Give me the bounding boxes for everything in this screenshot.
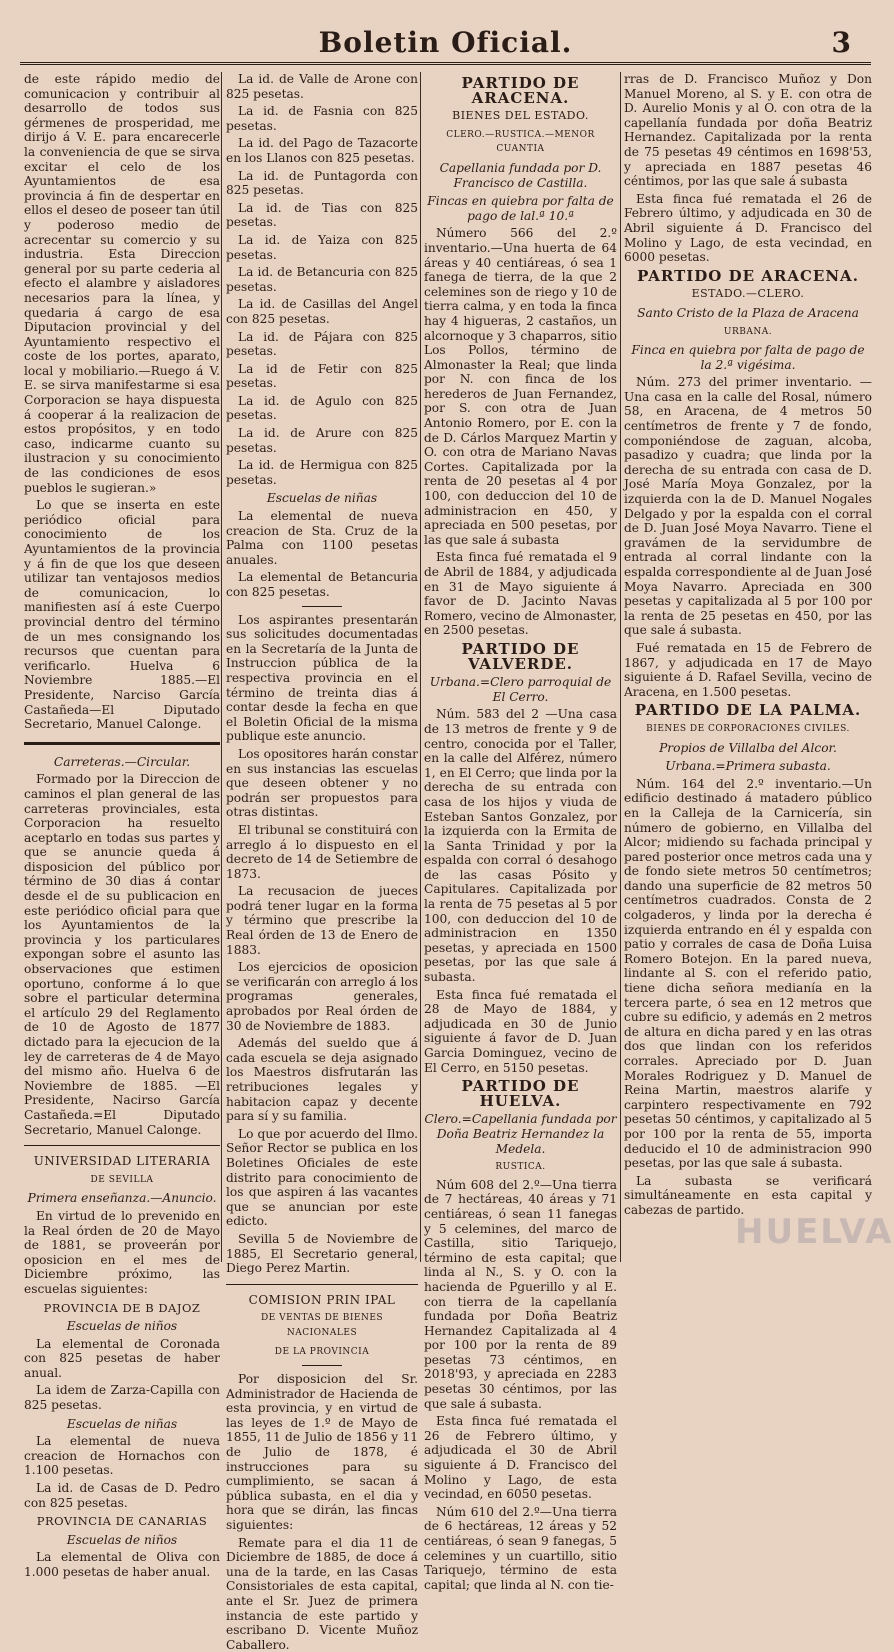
paragraph: Esta finca fué rematada el 28 de Mayo de 1884, y adjudicada en 30 de Junio siguiente á favor de D. Juan Garcia Dominguez, vecino de El Cerro, en 5150 pesetas. bbox=[424, 987, 617, 1075]
section-rule bbox=[24, 742, 220, 745]
masthead bbox=[20, 18, 871, 65]
section-title: Clero.=Capellania fundada por Doña Beatriz Hernandez la Medela. bbox=[424, 1112, 617, 1156]
list-item: La id. de Agulo con 825 pesetas. bbox=[226, 393, 418, 423]
list-item: La id. de Tias con 825 pesetas. bbox=[226, 200, 418, 230]
column-3 bbox=[424, 72, 617, 1592]
paragraph: En virtud de lo prevenido en la Real órden de 20 de Mayo de 1881, se proveerán por oposicion en el mes de Diciembre próximo, las escuelas siguientes: bbox=[24, 1208, 220, 1296]
list-item: La id. de Fasnia con 825 pesetas. bbox=[226, 104, 418, 133]
paragraph: Además del sueldo que á cada escuela se deja asignado los Maestros disfrutarán las retribuciones legales y habitacion capaz y decente para sí y su familia. bbox=[226, 1036, 418, 1124]
section-rule bbox=[24, 1145, 220, 1146]
section-heading: PARTIDO DE HUELVA. bbox=[461, 1077, 580, 1110]
list-item: La id. de Arure con 825 pesetas. bbox=[226, 426, 418, 455]
paragraph: Los aspirantes presentarán sus solicitudes documentadas en la Secretaría de la Junta de Instruccion pública de la respectiva provincia en el término de treinta dias á contar desde la fecha en que el Boletin Oficial de la misma publique este anuncio. bbox=[226, 612, 418, 744]
paragraph: de este rápido medio de comunicacion y contribuir al desarrollo de todos sus gérmenes de prosperidad, me dirijo á V. E. para encarecerle la conveniencia de que se sirva excitar el celo de los Ayuntamientos de esa provincia á fin de despertar en ellos el deseo de poseer tan útil y poderoso medio de acrecentar su comercio y su industria. Esta Direccion general por su parte cederia al efecto el alambre y aisladores necesarios para la línea, y quedaria á cargo de esa Diputacion provincial y del Ayuntamiento respectivo el coste de los portes, aparato, local y mobiliario.—Ruego á V. E. se sirva manifestarme si esa Corporacion se haya dispuesta á cooperar á la realizacion de estos propósitos, y en todo caso, indicarme cuanto su ilustracion y su conocimiento de las condiciones de esos pueblos le sugieran.» bbox=[24, 72, 220, 495]
paragraph: Esta finca fué rematada el 9 de Abril de 1884, y adjudicada en 31 de Mayo siguiente á favor de D. Jacinto Navas Romero, vecino de Almonaster, en 2500 pesetas. bbox=[424, 550, 617, 638]
short-rule bbox=[302, 1365, 342, 1366]
list-item: La id. de Hermigua con 825 pesetas. bbox=[226, 458, 418, 487]
paragraph: La idem de Zarza-Capilla con 825 pesetas. bbox=[24, 1383, 220, 1413]
paragraph: Núm 610 del 2.º—Una tierra de 6 hectáreas, 12 áreas y 52 centiáreas, ó sean 9 fanegas, 5 celemines y un cuartillo, sitio Tariquejo, término de esta capital; que linda al N. con tie- bbox=[424, 1504, 617, 1592]
page-title: Boletin Oficial. bbox=[318, 26, 573, 59]
paragraph: Lo que por acuerdo del Ilmo. Señor Rector se publica en los Boletines Oficiales de este distrito para conocimiento de los que aspiren á las vacantes que se anuncian por este edicto. bbox=[226, 1126, 418, 1229]
column-2 bbox=[226, 72, 418, 1652]
section-heading: PARTIDO DE LA PALMA. bbox=[634, 701, 862, 720]
section-heading: COMISION PRIN IPAL bbox=[248, 1292, 396, 1307]
paragraph: La elemental de Oliva con 1.000 pesetas de haber anual. bbox=[24, 1550, 220, 1579]
section-subheading: ESTADO.—CLERO. bbox=[691, 287, 805, 301]
section-title: Santo Cristo de la Plaza de Aracena bbox=[637, 305, 859, 320]
paragraph: La subasta se verificará simultáneamente en esta capital y cabezas de partido. bbox=[624, 1173, 872, 1217]
paragraph: Lo que se inserta en este periódico oficial para conocimiento de los Ayuntamientos de la provincia y á fin de que los que deseen utilizar tan ventajosos medios de comunicacion, lo manifiesten así á este Cuerpo provincial dentro del término de un mes consignando los recursos que cuentan para verificarlo. Huelva 6 Noviembre 1885.—El Presidente, Narciso García Castañeda—El Diputado Secretario, Manuel Calonge. bbox=[24, 498, 220, 732]
list-item: La id. de Betancuria con 825 pesetas. bbox=[226, 265, 418, 294]
paragraph: La elemental de Betancuria con 825 pesetas. bbox=[226, 570, 418, 599]
paragraph: Remate para el dia 11 de Diciembre de 1885, de doce á una de la tarde, en las Casas Consistoriales de esta capital, ante el Sr. Juez de primera instancia de este partido y escribano D. Vicente Muñoz Caballero. bbox=[226, 1535, 418, 1652]
column-divider bbox=[221, 72, 222, 1262]
paragraph: El tribunal se constituirá con arreglo á lo dispuesto en el decreto de 14 de Setiembre de 1873. bbox=[226, 822, 418, 881]
section-heading: PARTIDO DE VALVERDE. bbox=[461, 639, 580, 673]
paragraph: La elemental de nueva creacion de Sta. Cruz de la Palma con 1100 pesetas anuales. bbox=[226, 509, 418, 567]
paragraph: Núm. 273 del primer inventario. —Una casa en la calle del Rosal, número 58, en Aracena, de 4 metros 50 centímetros de frente y 7 de fondo, componiéndose de zaguan, alcoba, pasadizo y cuadra; que linda por la derecha de su entrada con casa de D. José María Moya Gonzalez, por la izquierda con la de D. Manuel Nogales Delgado y por la espalda con el corral de D. Juan José Moya Navarro. Tiene el gravámen de la servidumbre de entrada al corral lindante con la espalda correspondiente al de Juan José Moya Navarro. Apreciada en 300 pesetas y capitalizada al 5 por 100 por la renta de 25 pesetas en 450, por las que sale á subasta. bbox=[624, 375, 872, 638]
paragraph: Los opositores harán constar en sus instancias las escuelas que deseen obtener y no podrán ser propuestos para otras distintas. bbox=[226, 746, 418, 820]
section-title: Escuelas de niños bbox=[66, 1532, 178, 1547]
section-title: Primera enseñanza.—Anuncio. bbox=[27, 1191, 217, 1206]
paragraph: Sevilla 5 de Noviembre de 1885, El Secretario general, Diego Perez Martin. bbox=[226, 1231, 418, 1276]
section-subheading: DE SEVILLA bbox=[90, 1174, 154, 1185]
section-rule bbox=[226, 1284, 418, 1285]
section-subheading: CLERO.—RUSTICA.—MENOR CUANTIA bbox=[446, 129, 595, 155]
list-item: La id. de Pájara con 825 pesetas. bbox=[226, 329, 418, 359]
list-item: La id de Fetir con 825 pesetas. bbox=[226, 361, 418, 391]
section-title: Escuelas de niñas bbox=[266, 491, 378, 506]
paragraph: Núm. 583 del 2 —Una casa de 13 metros de frente y 9 de centro, conocida por el Taller, en la calle del Alférez, número 1, en El Cerro; que linda por la derecha de su entrada con casa de los hijos y viuda de Esteban Santos Gonzalez, por la izquierda con la Ermita de la Santa Trinidad y por la espalda con corral ó desahogo de las casas Pósito y Capitulares. Capitalizada por la renta de 75 pesetas al 5 por 100, con deduccion del 10 de administracion en 1350 pesetas, y apreciada en 1500 pesetas, por las que sale á subasta. bbox=[424, 707, 617, 985]
paragraph: Los ejercicios de oposicion se verificarán con arreglo á los programas generales, aprobados por Real órden de 30 de Noviembre de 1883. bbox=[226, 960, 418, 1033]
list-item: La id. del Pago de Tazacorte en los Llanos con 825 pesetas. bbox=[226, 136, 418, 165]
column-divider bbox=[420, 72, 421, 1262]
section-title: Finca en quiebra por falta de pago de la 2.ª vigésima. bbox=[631, 343, 865, 372]
paragraph: Por disposicion del Sr. Administrador de Hacienda de esta provincia, y en virtud de las leyes de 1.º de Mayo de 1855, 11 de Julio de 1856 y 11 de Julio de 1878, é instrucciones para su cumplimiento, se sacan á pública subasta, en el dia y hora que se dirán, las fincas siguientes: bbox=[226, 1372, 418, 1533]
section-heading: PARTIDO DE ARACENA. bbox=[461, 74, 580, 107]
section-heading: PROVINCIA DE B DAJOZ bbox=[43, 1300, 201, 1315]
section-title: Carreteras.—Circular. bbox=[53, 754, 191, 769]
short-rule bbox=[302, 606, 342, 607]
section-subheading: BIENES DEL ESTADO. bbox=[452, 109, 589, 123]
paragraph: La recusacion de jueces podrá tener lugar en la forma y término que prescribe la Real órden de 13 de Enero de 1883. bbox=[226, 884, 418, 957]
section-subheading: RUSTICA. bbox=[495, 1162, 546, 1173]
paragraph: rras de D. Francisco Muñoz y Don Manuel Moreno, al S. y E. con otra de D. Aurelio Monis y al O. con otra de la capellanía fundada por doña Beatriz Hernandez. Capitalizada por la renta de 75 pesetas 49 céntimos en 1698'53, y apreciada en 1887 pesetas 46 céntimos, por las que sale á subasta bbox=[624, 72, 872, 189]
column-4 bbox=[624, 72, 872, 1267]
section-title: Capellania fundada por D. Francisco de Castilla. bbox=[439, 160, 602, 190]
list-item: La id. de Casillas del Angel con 825 pesetas. bbox=[226, 297, 418, 326]
list-item: La id. de Yaiza con 825 pesetas. bbox=[226, 232, 418, 262]
paragraph: Esta finca fué rematada el 26 de Febrero último, y adjudicada en 30 de Abril siguiente á D. Francisco del Molino y Lago, de esta vecindad, en 6000 pesetas. bbox=[624, 191, 872, 265]
section-subheading: URBANA. bbox=[723, 326, 773, 337]
watermark: HUELVA bbox=[735, 1212, 894, 1252]
page-number: 3 bbox=[831, 26, 851, 59]
section-heading: PROVINCIA DE CANARIAS bbox=[36, 1514, 208, 1529]
list-item: La id. de Valle de Arone con 825 pesetas. bbox=[226, 72, 418, 101]
column-1 bbox=[24, 72, 220, 1579]
section-title: Escuelas de niñas bbox=[66, 1416, 178, 1431]
section-subheading: DE VENTAS DE BIENES NACIONALES bbox=[260, 1313, 384, 1338]
paragraph: Esta finca fué rematada el 26 de Febrero último, y adjudicada el 30 de Abril siguiente á D. Francisco del Molino y Lago, de esta vecindad, en 6050 pesetas. bbox=[424, 1414, 617, 1502]
paragraph: La elemental de Coronada con 825 pesetas de haber anual. bbox=[24, 1336, 220, 1380]
paragraph: Núm. 164 del 2.º inventario.—Un edificio destinado á matadero público en la Calleja de la Carnicería, sin número de gobierno, en Villalba del Alcor; midiendo su fachada principal y pared posterior once metros cada una y de fondo siete metros 50 centímetros; dando una superficie de 82 metros 50 centímetros cuadrados. Consta de 2 colgaderos, y linda por la derecha é izquierda entrando en él y espalda con patio y corrales de casa de Doña Luisa Romero Botejon. En la pared nueva, lindante al S. con el referido patio, tiene dicha señora medianía en la tercera parte, ó sea en 12 metros que cubre su edificio, y además en 2 metros de altura en dicha pared y en las otras dos que lindan con los referidos corrales. Apreciado por D. Juan Morales Rodriguez y D. Manuel de Reina Martin, maestros alarife y carpintero respectivamente en 792 pesetas 50 céntimos, y capitalizado al 5 por 100 por la renta de 55, importa deducido el 10 de administracion 990 pesetas, por las que sale á subasta. bbox=[624, 776, 872, 1171]
paragraph: Número 566 del 2.º inventario.—Una huerta de 64 áreas y 40 centiáreas, ó sea 1 fanega de tierra, de la que 2 celemines son de riego y 10 de tierra calma, y en toda la finca hay 4 higueras, 2 castaños, un alcornoque y 3 chaparros, sitio Los Pollos, término de Almonaster la Real; que linda por N. con finca de los herederos de Juan Fernandez, por S. con otra de Juan Antonio Romero, por E. con la de D. Cárlos Marquez Martin y O. con otra de Mariano Navas Cortes. Capitalizada por la renta de 20 pesetas al 4 por 100, con deduccion del 10 de administracion en 450, y apreciada en 500 pesetas, por las que sale á subasta bbox=[424, 226, 617, 547]
section-title: Urbana.=Clero parroquial de El Cerro. bbox=[429, 675, 612, 704]
paragraph: Fué rematada en 15 de Febrero de 1867, y adjudicada en 17 de Mayo siguiente á D. Rafael Sevilla, vecino de Aracena, en 1.500 pesetas. bbox=[624, 640, 872, 699]
paragraph: La id. de Casas de D. Pedro con 825 pesetas. bbox=[24, 1481, 220, 1510]
section-subheading: DE LA PROVINCIA bbox=[274, 1346, 370, 1357]
section-subheading: BIENES DE CORPORACIONES CIVILES. bbox=[646, 723, 850, 734]
section-title: Propios de Villalba del Alcor. bbox=[659, 740, 837, 755]
section-title: Fincas en quiebra por falta de pago de lal.ª 10.ª bbox=[427, 194, 614, 223]
paragraph: Núm 608 del 2.º—Una tierra de 7 hectáreas, 40 áreas y 71 centiáreas, ó sean 11 fanegas y 5 celemines, del marco de Castilla, sitio Tariquejo, término de esta capital; que linda al N., S. y O. con la hacienda de Pguerillo y al E. con tierra de la capellanía fundada por Doña Beatriz Hernandez Capitalizada al 4 por 100 por la renta de 89 pesetas 73 céntimos, en 2018'93, y apreciada en 2283 pesetas 30 céntimos, por las que sale á subasta. bbox=[424, 1177, 617, 1411]
section-heading: UNIVERSIDAD LITERARIA bbox=[33, 1154, 211, 1169]
section-heading: PARTIDO DE ARACENA. bbox=[637, 266, 859, 285]
paragraph: Formado por la Direccion de caminos el plan general de las carreteras provinciales, esta Corporacion ha resuelto aceptarlo en todas sus partes y que se anuncie queda á disposicion del público por término de 30 dias á contar desde el de su publicacion en este periódico oficial para que los Ayuntamientos de la provincia y los particulares expongan sobre el asunto las observaciones que estimen oportuno, conforme á lo que sobre el particular determina el artículo 29 del Reglamento de 10 de Agosto de 1877 dictado para la ejecucion de la ley de carreteras de 4 de Mayo del mismo año. Huelva 6 de Noviembre de 1885. —El Presidente, Nacirso García Castañeda.=El Diputado Secretario, Manuel Calonge. bbox=[24, 772, 220, 1137]
section-title: Escuelas de niños bbox=[66, 1319, 178, 1334]
list-item: La id. de Puntagorda con 825 pesetas. bbox=[226, 168, 418, 198]
paragraph: La elemental de nueva creacion de Hornachos con 1.100 pesetas. bbox=[24, 1434, 220, 1478]
column-divider bbox=[620, 72, 621, 1262]
section-title: Urbana.=Primera subasta. bbox=[665, 759, 831, 774]
